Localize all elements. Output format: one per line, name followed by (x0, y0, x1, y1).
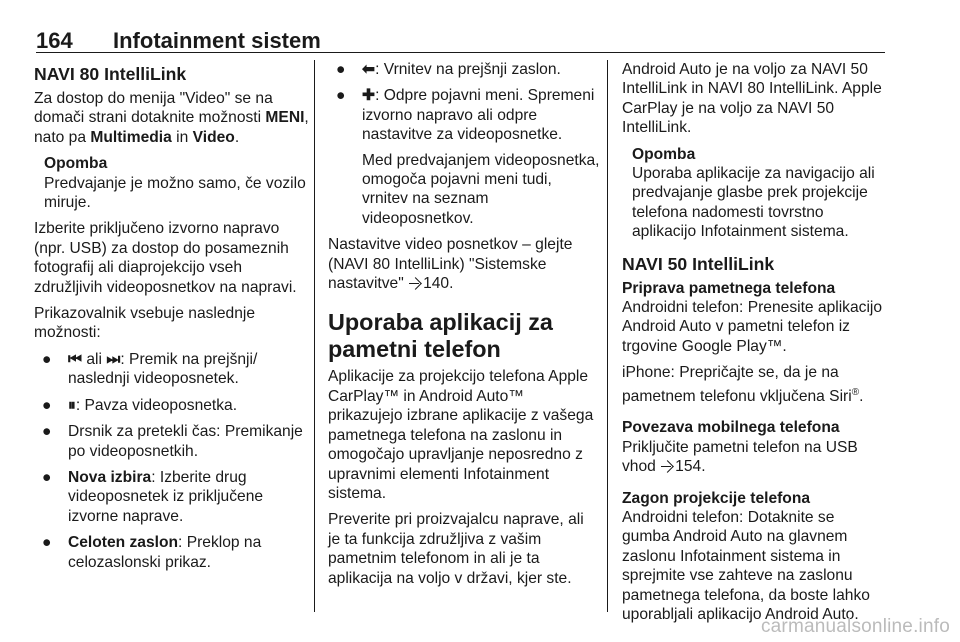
paragraph-text: . (449, 275, 454, 293)
navi50-heading: NAVI 50 IntelliLink (622, 253, 775, 274)
note-text: Uporaba aplikacije za navigacijo ali predvajanje glasbe prek projekcije telefona nadomesti tovrstno aplikacijo Infotainment sistema. (632, 165, 875, 241)
paragraph (622, 363, 884, 406)
section-title: Infotainment sistem (113, 28, 321, 53)
multimedia-term: Multimedia (90, 128, 172, 146)
bullet-icon: ● (42, 468, 52, 486)
navi80-heading: NAVI 80 IntelliLink (34, 64, 187, 84)
page-header (36, 28, 885, 54)
item-term: Celoten zaslon (68, 534, 179, 552)
paragraph-text: iPhone: Prepričajte se, da je na pametnem telefonu vključena Siri (622, 364, 852, 405)
bullet-icon: ● (42, 396, 52, 414)
intro-text: Za dostop do menija "Video" se na domači strani dotaknite možnosti (34, 90, 273, 127)
paragraph (622, 438, 884, 477)
paragraph: Androidni telefon: Dotaknite se gumba Android Auto na glavnem zaslonu Infotainment sistema in sprejmite vse zahteve na zaslonu pametnega telefona, da boste lahko uporabljali aplikacijo Android Auto. (622, 508, 870, 623)
item-text: Drsnik za pretekli čas: Premikanje po videoposnetkih. (68, 423, 303, 460)
paragraph: Prikazovalnik vsebuje naslednje možnosti: (34, 305, 256, 342)
bullet-icon: ● (42, 534, 52, 552)
column-1 (34, 60, 309, 579)
item-text: : Premik na prejšnji/ naslednji videoposnetek. (68, 350, 258, 388)
bullet-icon: ● (336, 87, 346, 105)
list-item (34, 422, 309, 461)
subsection-title: Povezava mobilnega telefona (622, 419, 840, 437)
bullet-icon: ● (42, 350, 52, 368)
paragraph: Androidni telefon: Prenesite aplikacijo Android Auto v pametni telefon iz trgovine Google Play™. (622, 299, 883, 355)
pause-icon: ⏸ (68, 396, 76, 414)
paragraph: Izberite priključeno izvorno napravo (npr. USB) za dostop do posameznih fotografij ali diaprojekcijo vseh združljivih videoposnetkov na napravi. (34, 220, 297, 296)
list-item (34, 396, 309, 415)
item-text: : Odpre pojavni meni. Spremeni izvorno napravo ali odpre nastavitve za videoposnetke. (362, 87, 595, 144)
intro-paragraph (34, 89, 309, 147)
bullet-icon: ● (336, 61, 346, 78)
page-reference: 140 (423, 275, 450, 293)
watermark: carmanualsonline.info (760, 616, 950, 637)
intro-text: in (171, 128, 193, 146)
page-reference-icon (662, 461, 673, 472)
paragraph: Aplikacije za projekcijo telefona Apple CarPlay™ in Android Auto™ prikazujejo izbrane aplikacije z vašega pametnega telefona na zaslonu in omogočajo upravljanje neposredno z upravnimi elementi Infotainment sistema. (328, 368, 594, 502)
page-reference-icon (410, 278, 421, 289)
registered-mark: ® (851, 386, 860, 398)
paragraph (328, 235, 600, 293)
note-box (632, 145, 884, 242)
item-text: ali (82, 350, 107, 368)
item-text: : Izberite drug videoposnetek iz priključene izvorne naprave. (68, 468, 264, 525)
item-subtext: Med predvajanjem videoposnetka, omogoča pojavni meni tudi, vrnitev na seznam videoposnetkov. (362, 151, 600, 227)
column-2 (328, 60, 600, 595)
list-item (34, 468, 309, 526)
subsection-title: Priprava pametnega telefona (622, 279, 836, 297)
item-text: : Vrnitev na prejšnji zaslon. (375, 61, 561, 78)
column-divider-2 (607, 60, 608, 612)
intro-text: , nato pa (34, 109, 309, 146)
back-arrow-icon: ⬅ (362, 61, 376, 78)
bullet-icon: ● (42, 423, 52, 441)
list-item (328, 60, 600, 79)
options-list-continued (328, 60, 600, 228)
column-3 (622, 60, 884, 631)
subsection-title: Zagon projekcije telefona (622, 489, 811, 507)
paragraph-text: Priključite pametni telefon na USB vhod (622, 438, 858, 476)
header-rule (36, 52, 885, 53)
smartphone-apps-heading: Uporaba aplikacij za pametni telefon (328, 309, 553, 363)
note-box (44, 154, 309, 212)
list-item (328, 86, 600, 228)
item-text: : Preklop na celozaslonski prikaz. (68, 534, 262, 571)
list-item (34, 533, 309, 572)
paragraph-text: . (859, 387, 864, 405)
menu-term: MENI (265, 109, 305, 127)
plus-icon: ✚ (362, 87, 376, 105)
item-term: Nova izbira (68, 468, 152, 486)
list-item (34, 350, 309, 389)
item-text: : Pavza videoposnetka. (75, 396, 238, 414)
note-title: Opomba (44, 155, 108, 173)
page-reference: 154 (675, 458, 702, 476)
paragraph-text: . (701, 458, 706, 476)
options-list (34, 350, 309, 572)
note-text: Predvajanje je možno samo, če vozilo miruje. (44, 174, 306, 212)
column-divider-1 (314, 60, 315, 612)
previous-track-icon: ⏮ (68, 350, 83, 368)
intro-text: . (234, 128, 240, 146)
note-title: Opomba (632, 145, 696, 163)
paragraph: Android Auto je na voljo za NAVI 50 IntelliLink in NAVI 80 IntelliLink. Apple CarPlay je na voljo za NAVI 50 IntelliLink. (622, 61, 882, 137)
next-track-icon: ⏭ (106, 350, 121, 368)
page-number: 164 (36, 28, 73, 53)
paragraph-text: Nastavitve video posnetkov – glejte (NAVI 80 IntelliLink) "Sistemske nastavitve" (328, 236, 573, 293)
video-term: Video (192, 128, 235, 146)
paragraph: Preverite pri proizvajalcu naprave, ali je ta funkcija združljiva z vašim pametnim telefonom in ali je ta aplikacija na voljo v državi, kjer ste. (328, 511, 584, 587)
